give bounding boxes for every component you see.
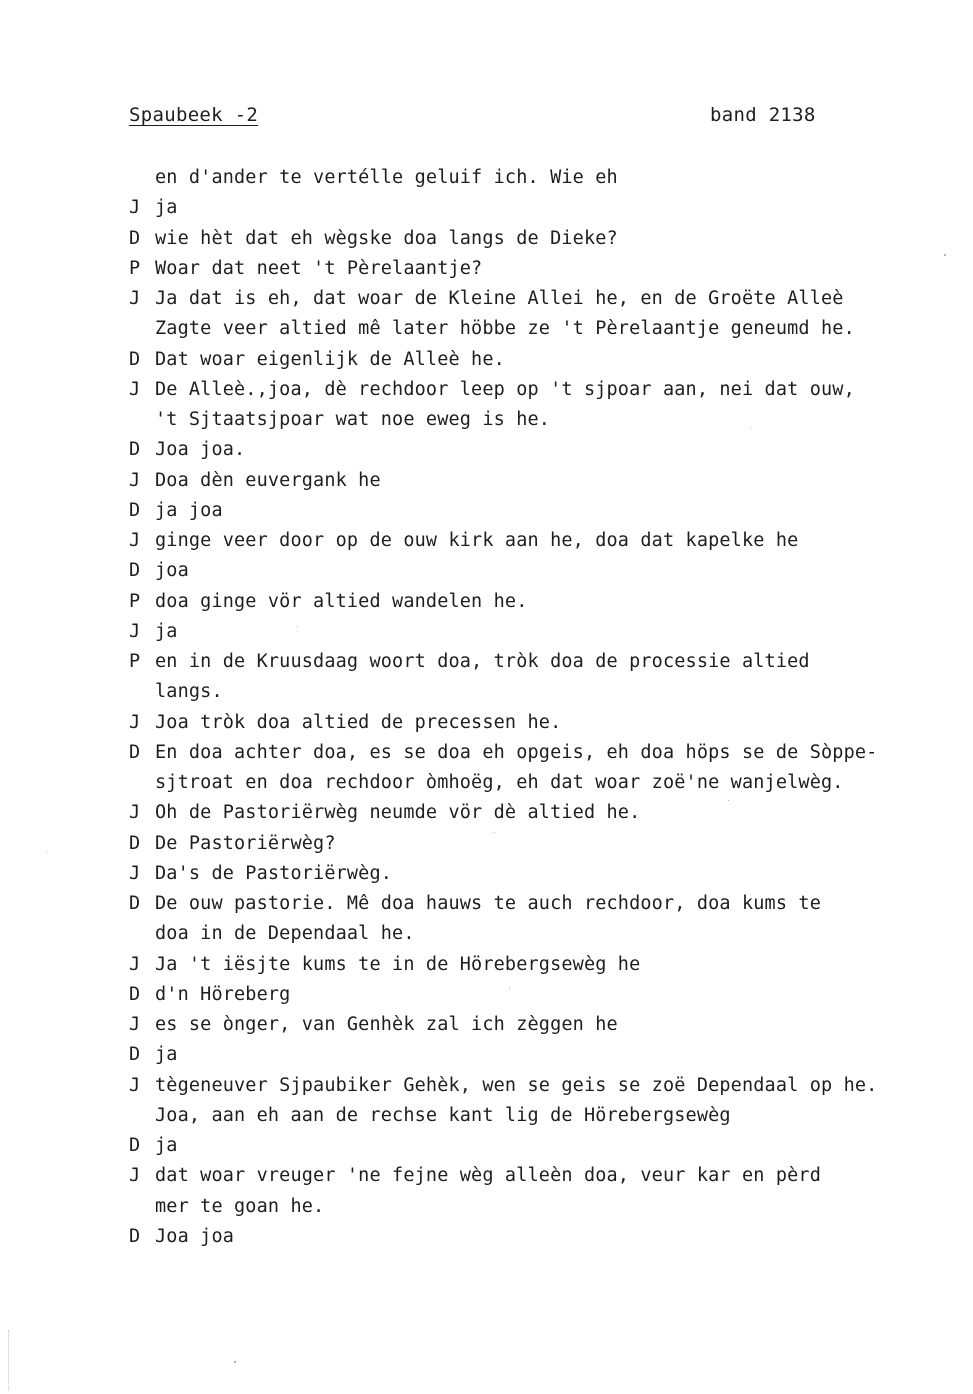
transcript-line <box>129 526 959 556</box>
transcript-line <box>129 768 959 798</box>
transcript-line <box>129 1040 959 1070</box>
utterance-text: es se ònger, van Genhèk zal ich zèggen he <box>155 1014 618 1035</box>
speaker-label: J <box>129 711 141 733</box>
utterance-text: ginge veer door op de ouw kirk aan he, doa dat kapelke he <box>155 530 799 551</box>
utterance-text: Woar dat neet 't Pèrelaantje? <box>155 257 483 279</box>
transcript-line <box>129 224 959 254</box>
utterance-text: ja <box>155 1044 178 1066</box>
transcript-line <box>129 1161 959 1191</box>
utterance-text: doa in de Dependaal he. <box>155 923 415 945</box>
speaker-label: D <box>129 560 141 582</box>
speaker-label: J <box>129 620 141 642</box>
utterance-text: Zagte veer altied mê later höbbe ze 't Pèrelaantje geneumd he. <box>155 318 855 340</box>
transcript-line <box>129 919 959 949</box>
utterance-text: tègeneuver Sjpaubiker Gehèk, wen se geis se zoë Dependaal op he. <box>155 1074 878 1096</box>
utterance-text: d'n Höreberg <box>155 983 291 1005</box>
paper-speck <box>297 626 298 627</box>
utterance-text: Doa dèn euvergank he <box>155 469 381 491</box>
transcript-line <box>129 193 959 223</box>
utterance-text: Dat woar eigenlijk de Alleè he. <box>155 348 505 370</box>
utterance-text: joa <box>155 560 189 582</box>
transcript-line <box>129 254 959 284</box>
speaker-label: D <box>129 1135 141 1156</box>
speaker-label: J <box>129 378 141 400</box>
utterance-text: ja <box>155 197 178 219</box>
utterance-text: De ouw pastorie. Mê doa hauws te auch rechdoor, doa kums te <box>155 893 821 914</box>
transcript-line <box>129 496 959 526</box>
transcript-line <box>129 314 959 344</box>
utterance-text: En doa achter doa, es se doa eh opgeis, eh doa höps se de Sòppe- <box>155 741 878 763</box>
speaker-label: D <box>129 832 141 854</box>
utterance-text: 't Sjtaatsjpoar wat noe eweg is he. <box>155 409 551 430</box>
speaker-label: P <box>129 651 141 672</box>
speaker-label: J <box>129 530 141 551</box>
utterance-text: ja joa <box>155 499 223 521</box>
transcript-line <box>129 1222 959 1252</box>
transcript <box>129 163 959 1252</box>
speaker-label: P <box>129 590 141 612</box>
utterance-text: doa ginge vör altied wandelen he. <box>155 590 528 612</box>
utterance-text: Joa, aan eh aan de rechse kant lig de Hörebergsewèg <box>155 1104 731 1126</box>
transcript-line <box>129 647 959 677</box>
paper-speck <box>750 428 751 429</box>
utterance-text: Joa tròk doa altied de precessen he. <box>155 711 562 733</box>
utterance-text: sjtroat en doa rechdoor òmhoëg, eh dat woar zoë'ne wanjelwèg. <box>155 772 844 793</box>
transcript-line <box>129 375 959 405</box>
utterance-text: ja <box>155 1135 178 1156</box>
paper-speck <box>728 800 729 801</box>
speaker-label: J <box>129 197 141 219</box>
speaker-label: D <box>129 1044 141 1066</box>
paper-speck <box>46 852 47 853</box>
utterance-text: ja <box>155 620 178 642</box>
utterance-text: Da's de Pastoriërwèg. <box>155 862 393 884</box>
transcript-line <box>129 738 959 768</box>
speaker-label: J <box>129 1014 141 1035</box>
transcript-line <box>129 435 959 465</box>
speaker-label: J <box>129 288 141 309</box>
transcript-line <box>129 587 959 617</box>
utterance-text: en in de Kruusdaag woort doa, tròk doa de processie altied <box>155 651 810 672</box>
utterance-text: Joa joa <box>155 1225 235 1247</box>
speaker-label: D <box>129 1225 141 1247</box>
transcript-line <box>129 345 959 375</box>
utterance-text: De Alleè.,joa, dè rechdoor leep op 't sjpoar aan, nei dat ouw, <box>155 378 855 400</box>
transcript-line <box>129 405 959 435</box>
speaker-label: D <box>129 893 141 914</box>
utterance-text: wie hèt dat eh wègske doa langs de Dieke? <box>155 227 618 249</box>
scan-edge <box>8 1330 10 1390</box>
paper-speck <box>509 988 510 989</box>
page-title: Spaubeek -2 <box>129 104 259 126</box>
utterance-text: mer te goan he. <box>155 1195 325 1217</box>
paper-speck <box>494 832 495 833</box>
transcript-line <box>129 617 959 647</box>
transcript-line <box>129 1131 959 1161</box>
transcript-line <box>129 859 959 889</box>
speaker-label: J <box>129 802 141 824</box>
speaker-label: D <box>129 983 141 1005</box>
utterance-text: Oh de Pastoriërwèg neumde vör dè altied he. <box>155 802 641 824</box>
speaker-label: D <box>129 499 141 521</box>
transcript-line <box>129 163 959 193</box>
speaker-label: D <box>129 439 141 461</box>
paper-speck <box>234 1361 236 1363</box>
speaker-label: J <box>129 1165 141 1187</box>
transcript-line <box>129 1101 959 1131</box>
speaker-label: D <box>129 227 141 249</box>
transcript-line <box>129 1071 959 1101</box>
transcript-line <box>129 829 959 859</box>
utterance-text: en d'ander te vertélle geluif ich. Wie eh <box>155 167 618 188</box>
speaker-label: D <box>129 741 141 763</box>
transcript-line <box>129 1010 959 1040</box>
utterance-text: dat woar vreuger 'ne fejne wèg alleèn doa, veur kar en pèrd <box>155 1165 821 1187</box>
speaker-label: D <box>129 348 141 370</box>
transcript-line <box>129 980 959 1010</box>
utterance-text: Ja dat is eh, dat woar de Kleine Allei he, en de Groëte Alleè <box>155 288 844 309</box>
speaker-label: J <box>129 862 141 884</box>
transcript-line <box>129 889 959 919</box>
speaker-label: J <box>129 1074 141 1096</box>
utterance-text: Joa joa. <box>155 439 246 461</box>
paper-speck <box>944 254 946 256</box>
transcript-line <box>129 798 959 828</box>
utterance-text: De Pastoriërwèg? <box>155 832 336 854</box>
utterance-text: Ja 't iësjte kums te in de Hörebergsewèg he <box>155 953 641 975</box>
utterance-text: langs. <box>155 681 223 703</box>
transcript-line <box>129 677 959 707</box>
transcript-line <box>129 950 959 980</box>
transcript-line <box>129 708 959 738</box>
page-header <box>129 104 829 134</box>
tape-reference: band 2138 <box>710 104 816 126</box>
speaker-label: J <box>129 953 141 975</box>
speaker-label: J <box>129 469 141 491</box>
transcript-line <box>129 284 959 314</box>
speaker-label: P <box>129 257 141 279</box>
transcript-line <box>129 1192 959 1222</box>
transcript-line <box>129 466 959 496</box>
transcript-line <box>129 556 959 586</box>
